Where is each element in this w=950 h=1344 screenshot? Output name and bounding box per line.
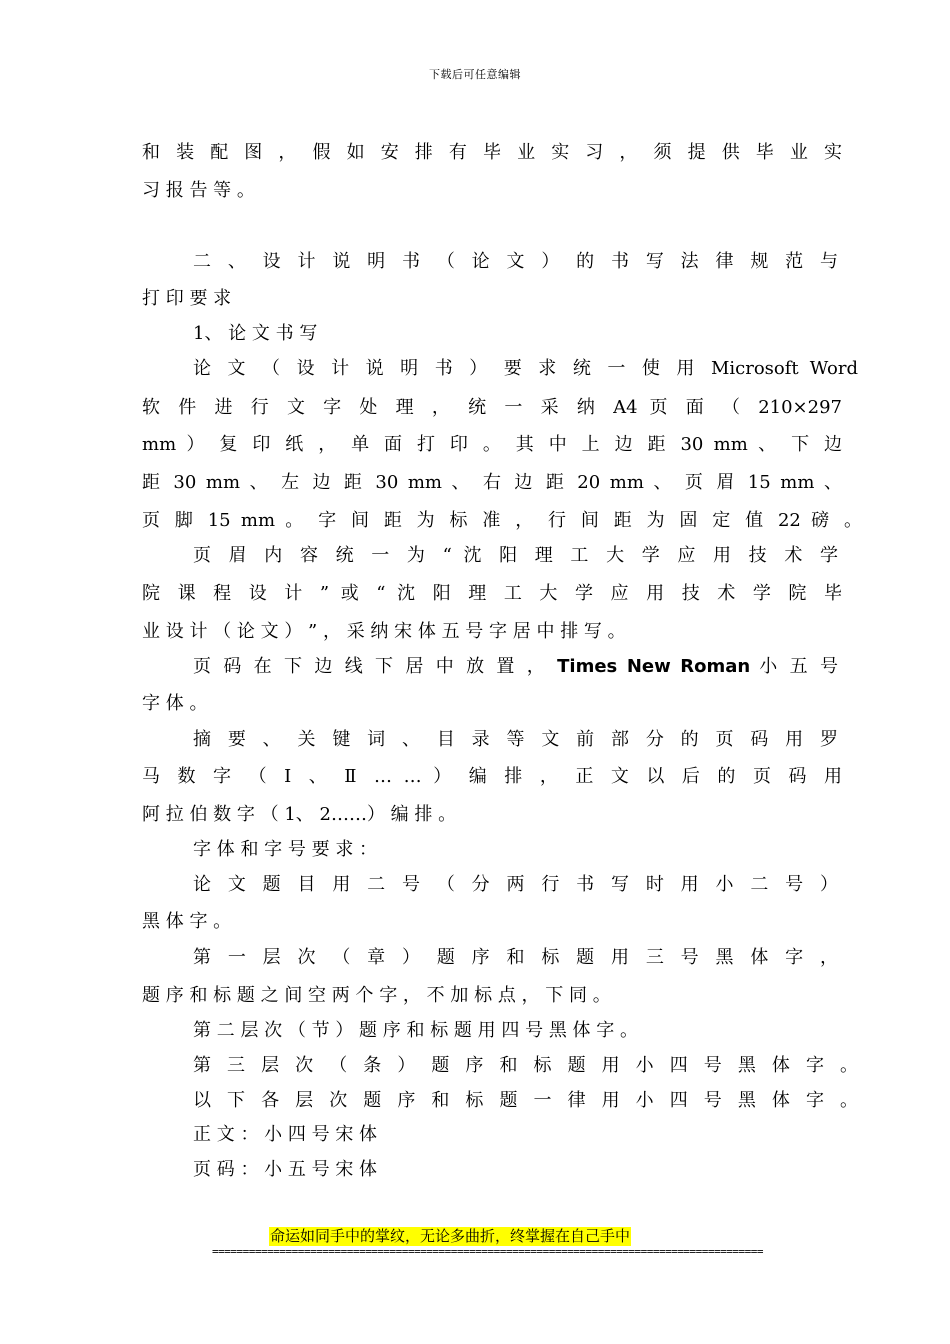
body-text-line: 页 码 ： 小 五 号 宋 体 xyxy=(193,1159,378,1180)
body-text-line: 和 装 配 图 ， 假 如 安 排 有 毕 业 实 习 ， 须 提 供 毕 业 实 xyxy=(142,142,842,163)
body-text-line: mm ） 复 印 纸 ， 单 面 打 印 。 其 中 上 边 距 30 mm 、 下 边 xyxy=(142,434,843,455)
body-text-line xyxy=(193,655,838,679)
body-text-line: 黑 体 字 。 xyxy=(142,911,232,932)
body-text-line: 摘 要 、 关 键 词 、 目 录 等 文 前 部 分 的 页 码 用 罗 xyxy=(193,729,838,750)
subsection-heading: 1、 论 文 书 写 xyxy=(193,323,318,344)
text-segment: 页 码 在 下 边 线 下 居 中 放 置 ， xyxy=(193,656,558,677)
body-text-line: 字 体 。 xyxy=(142,693,208,714)
body-text-line: 距 30 mm 、 左 边 距 30 mm 、 右 边 距 20 mm 、 页 眉 15 mm 、 xyxy=(142,472,842,493)
text-segment: 小 五 号 xyxy=(750,656,838,677)
body-text-line: 论 文 题 目 用 二 号 （ 分 两 行 书 写 时 用 小 二 号 ） xyxy=(193,874,838,895)
body-text-line: 第 三 层 次 （ 条 ） 题 序 和 标 题 用 小 四 号 黑 体 字 。 xyxy=(193,1055,858,1076)
body-text-line: 论 文 （ 设 计 说 明 书 ） 要 求 统 一 使 用 Microsoft Word xyxy=(193,358,858,379)
body-text-line: 马 数 字 （ Ⅰ 、 Ⅱ … … ） 编 排 ， 正 文 以 后 的 页 码 用 xyxy=(142,766,842,787)
footer-divider: ========================================================================================== xyxy=(212,1245,764,1258)
body-text-line: 以 下 各 层 次 题 序 和 标 题 一 律 用 小 四 号 黑 体 字 。 xyxy=(193,1090,858,1111)
body-text-line: 页 脚 15 mm 。 字 间 距 为 标 准 ， 行 间 距 为 固 定 值 22 磅 。 xyxy=(142,510,862,531)
body-text-line: 题 序 和 标 题 之 间 空 两 个 字 ， 不 加 标 点 ， 下 同 。 xyxy=(142,985,611,1006)
section-heading-continued: 打 印 要 求 xyxy=(142,288,232,309)
section-heading: 二 、 设 计 说 明 书 （ 论 文 ） 的 书 写 法 律 规 范 与 xyxy=(193,251,838,272)
body-text-line: 正 文 ： 小 四 号 宋 体 xyxy=(193,1124,378,1145)
body-text-line: 习 报 告 等 。 xyxy=(142,180,255,201)
body-text-line: 字 体 和 字 号 要 求 ： xyxy=(193,839,378,860)
footer-motto-highlight: 命运如同手中的掌纹，无论多曲折，终掌握在自己手中 xyxy=(270,1227,631,1245)
font-name-text: Times New Roman xyxy=(557,656,751,677)
body-text-line: 阿 拉 伯 数 字 （ 1、 2……） 编 排 。 xyxy=(142,804,457,825)
page-header: 下载后可任意编辑 xyxy=(429,68,521,81)
body-text-line: 业 设 计 （ 论 文 ） ” ， 采 纳 宋 体 五 号 字 居 中 排 写 。 xyxy=(142,621,626,642)
body-text-line: 院 课 程 设 计 ” 或 “ 沈 阳 理 工 大 学 应 用 技 术 学 院 毕 xyxy=(142,583,842,604)
body-text-line: 页 眉 内 容 统 一 为 “ 沈 阳 理 工 大 学 应 用 技 术 学 xyxy=(193,545,838,566)
body-text-line: 软 件 进 行 文 字 处 理 ， 统 一 采 纳 A4 页 面 （ 210×297 xyxy=(142,397,842,418)
body-text-line: 第 一 层 次 （ 章 ） 题 序 和 标 题 用 三 号 黑 体 字 ， xyxy=(193,947,838,968)
body-text-line: 第 二 层 次 （ 节 ） 题 序 和 标 题 用 四 号 黑 体 字 。 xyxy=(193,1020,638,1041)
